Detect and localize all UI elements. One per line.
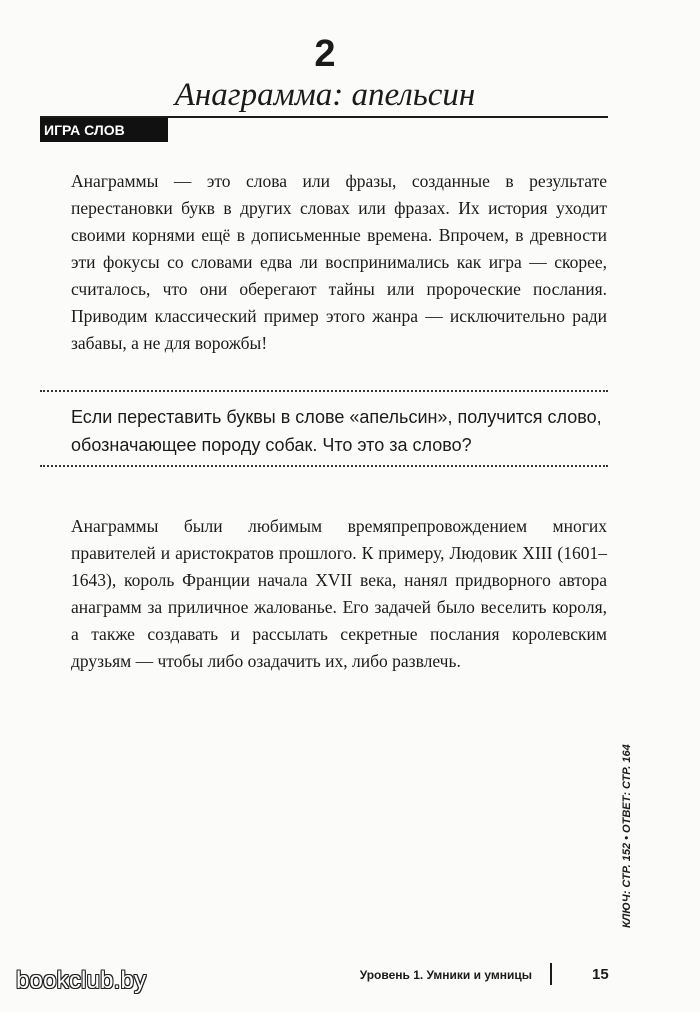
footer-divider [550,963,552,985]
puzzle-number: 2 [314,33,336,75]
footer-level-label: Уровень 1. Умники и умницы [359,968,532,982]
watermark: bookclub.by [16,967,147,994]
answer-key-side-note: КЛЮЧ: СТР. 152 • ОТВЕТ: СТР. 164 [621,744,633,928]
question-text: Если переставить буквы в слове «апельсин», получится слово, обозначающее породу собак. Что это за слово? [71,407,602,455]
category-label: ИГРА СЛОВ [40,118,168,142]
puzzle-title: Анаграмма: апельсин [174,77,476,113]
page-number: 15 [592,966,609,983]
question-top-rule [40,390,608,392]
intro-paragraph: Анаграммы — это слова или фразы, созданные в результате перестановки букв в других словах или фразах. Их история уходит своими корнями ещё в дописьменные времена. Впрочем, в древности эти фокусы со словами едва ли воспринимались как игра — скорее, считалось, что они оберегают тайны или пророческие послания. Приводим классический пример этого жанра — исключительно ради забавы, а не для ворожбы! [71,171,607,353]
question-bottom-rule [40,465,608,467]
outro-paragraph: Анаграммы были любимым времяпрепровождением многих правителей и аристократов прошлого. К примеру, Людовик XIII (1601–1643), король Франции начала XVII века, нанял придворного автора анаграмм за приличное жалованье. Его задачей было веселить короля, а также создавать и рассылать секретные послания королевским друзьям — чтобы либо озадачить их, либо развлечь. [71,516,607,671]
